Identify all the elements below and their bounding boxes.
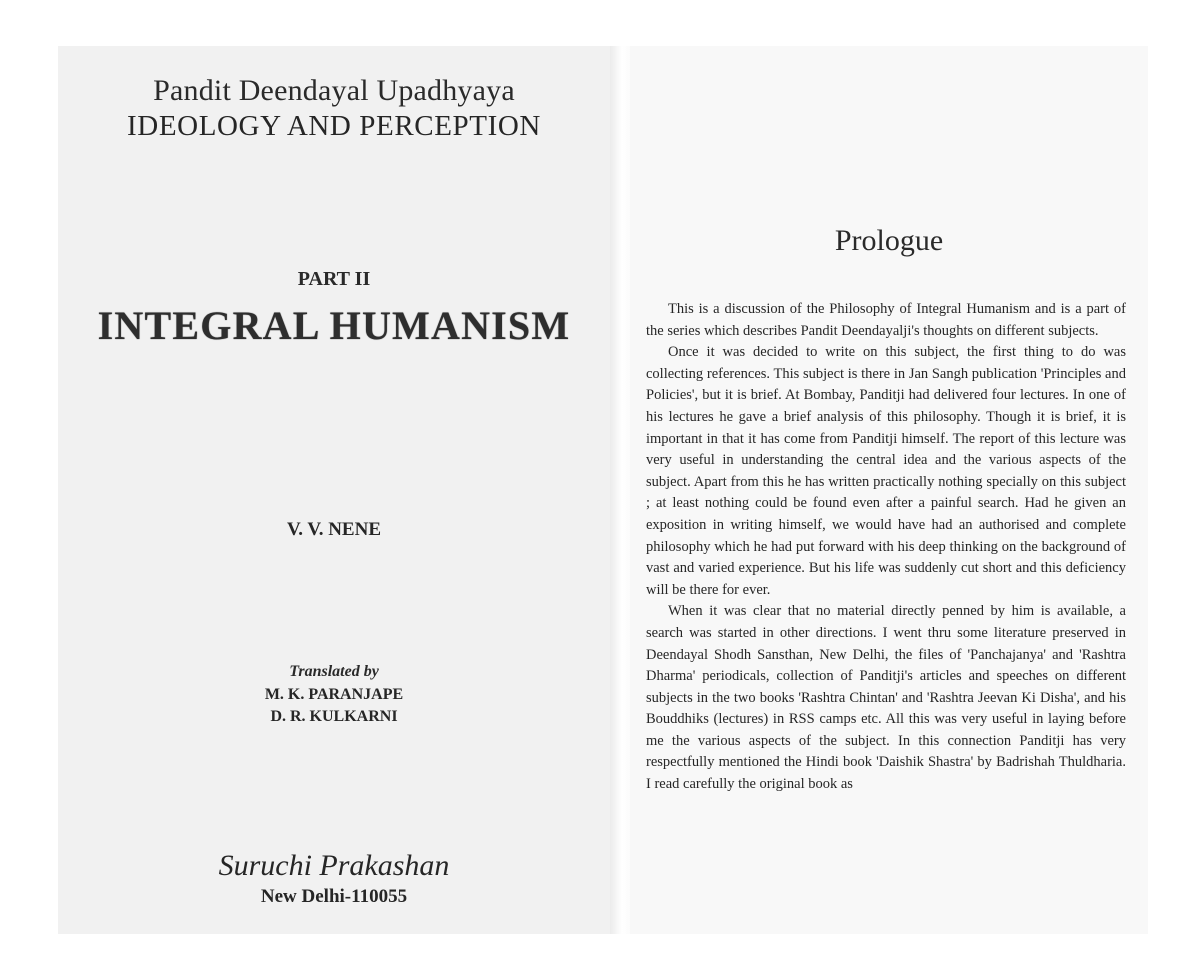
publisher-name: Suruchi Prakashan <box>218 849 450 882</box>
translated-by-label: Translated by <box>289 663 379 680</box>
author-name: V. V. NENE <box>287 519 381 540</box>
part-label: PART II <box>297 268 371 290</box>
prologue-paragraph: This is a discussion of the Philosophy of Integral Humanism and is a part of the series which describes Pandit Deendayalji's thoughts on different subjects. <box>646 301 1126 339</box>
book-title: IDEOLOGY AND PERCEPTION <box>127 110 541 142</box>
main-title: INTEGRAL HUMANISM <box>97 303 571 348</box>
page-gutter <box>610 46 630 934</box>
translator-name: D. R. KULKARNI <box>270 708 398 725</box>
book-author: Pandit Deendayal Upadhyaya <box>153 74 515 107</box>
prologue-paragraph: Once it was decided to write on this subject, the first thing to do was collecting references. This subject is there in Jan Sangh publication 'Principles and Policies', but it is brief. At Bombay, Panditji had delivered four lectures. In one of his lectures he gave a brief analysis of this philosophy. Though it is brief, it is important in that it has come from Panditji himself. The report of this lecture was very useful in understanding the central idea and the various aspects of the subject. Apart from this he has written practically nothing specially on this subject ; at least nothing could be found even after a painful search. Had he given an exposition in writing himself, we would have had an authorised and complete philosophy which he had put forward with his deep thinking on the background of vast and varied experience. But his life was suddenly cut short and this deficiency will be there for ever. <box>646 344 1126 598</box>
prologue-paragraph: When it was clear that no material directly penned by him is available, a search was started in other directions. I went thru some literature preserved in Deendayal Shodh Sansthan, New Delhi, the files of 'Panchajanya' and 'Rashtra Dharma' periodicals, collection of Panditji's articles and speeches on different subjects in the two books 'Rashtra Chintan' and 'Rashtra Jeevan Ki Disha', and his Bouddhiks (lectures) in RSS camps etc. All this was very useful in laying before me the various aspects of the subject. In this connection Panditji has very respectfully mentioned the Hindi book 'Daishik Shastra' by Badrishah Thuldharia. I read carefully the original book as <box>646 603 1126 793</box>
publisher-address: New Delhi-110055 <box>260 886 408 907</box>
prologue-page <box>630 46 1148 934</box>
prologue-body <box>646 299 1126 796</box>
title-page <box>58 46 610 934</box>
translator-name: M. K. PARANJAPE <box>264 686 404 703</box>
book-spread <box>58 46 1148 934</box>
prologue-heading: Prologue <box>834 224 944 257</box>
